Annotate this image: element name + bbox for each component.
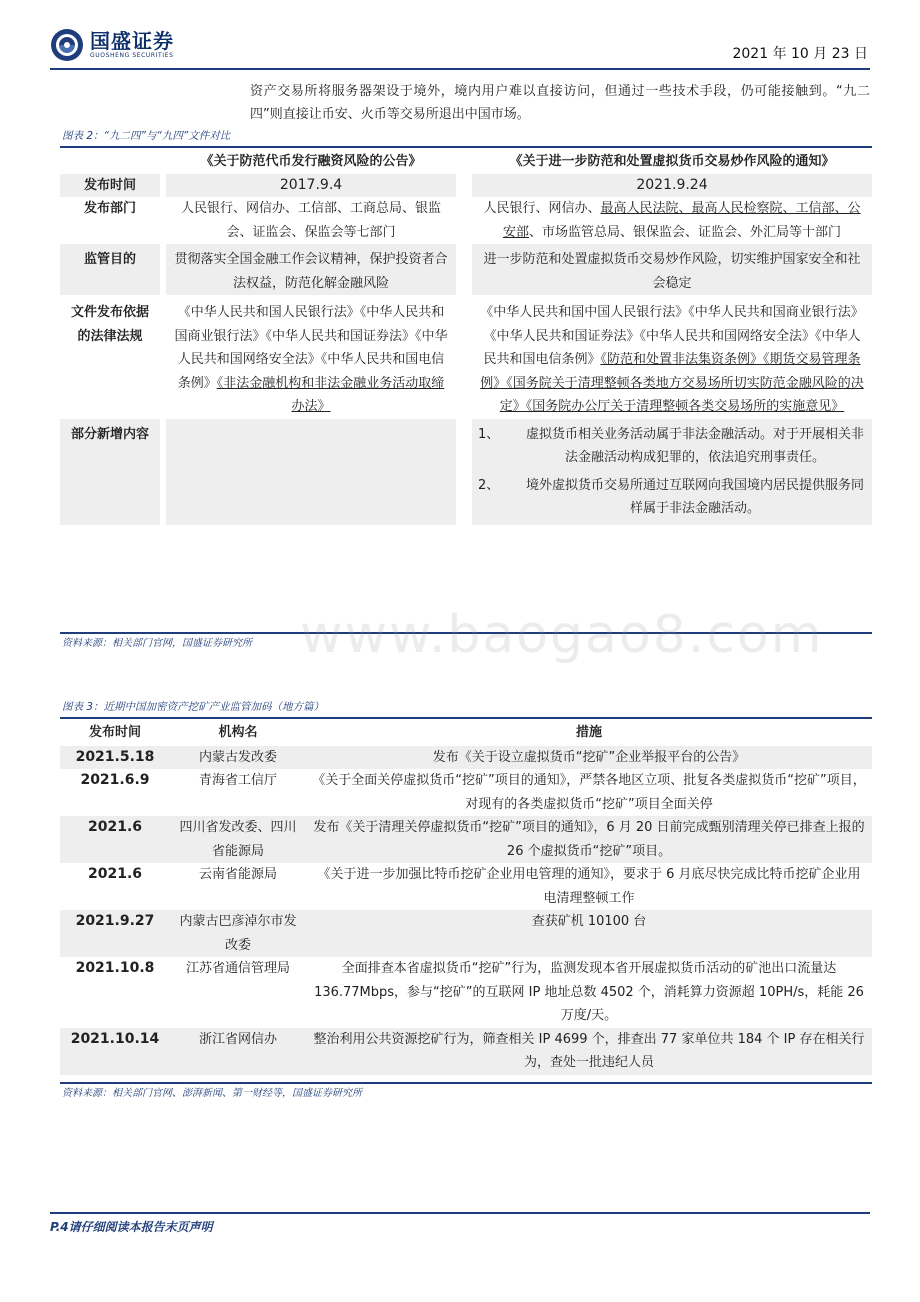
- table-header-row: [60, 721, 872, 746]
- header-date: 发布时间: [60, 721, 170, 746]
- figure2-source: 资料来源：相关部门官网，国盛证券研究所: [62, 638, 252, 649]
- col1-header: 《关于防范代币发行融资风险的公告》: [200, 154, 422, 169]
- row-label-time: 发布时间: [60, 174, 160, 198]
- figure3-source: 资料来源：相关部门官网、澎湃新闻、第一财经等，国盛证券研究所: [62, 1088, 362, 1099]
- figure2-top-rule: [60, 146, 872, 148]
- table-row: 2021.6 四川省发改委、四川省能源局 发布《关于清理关停虚拟货币“挖矿”项目的通知》，6 月 20 日前完成甄别清理关停已排查上报的 26 个虚拟货币“挖矿”项目。: [60, 816, 872, 863]
- watermark: www.baogao8.com: [300, 605, 824, 665]
- law-col1-underlined: 《非法金融机构和非法金融业务活动取缔办法》: [216, 375, 445, 414]
- comparison-table: [60, 150, 872, 525]
- brand-name: 国盛证券: [90, 29, 174, 53]
- brand-name-en: GUOSHENG SECURITIES: [90, 52, 174, 59]
- law-col2: 《中华人民共和国中国人民银行法》《中华人民共和国商业银行法》《中华人民共和国证券法》《中华人民共和国网络安全法》《中华人民共和国电信条例》《防范和处置非法集资条例》《期货交易管理条例》《国务院关于清理整顿各类地方交易场所切实防范金融风险的决定》《国务院办公厅关于清理整顿各类交易场所的实施意见》: [480, 305, 864, 414]
- row-label-new: 部分新增内容: [60, 419, 160, 525]
- table-row: [60, 174, 872, 198]
- table-row: 2021.5.18 内蒙古发改委 发布《关于设立虚拟货币“挖矿”企业举报平台的公告》: [60, 746, 872, 770]
- figure3-title: 图表 3：近期中国加密资产挖矿产业监管加码（地方篇）: [62, 701, 325, 713]
- footer-divider: [50, 1212, 870, 1214]
- report-date: 2021 年 10 月 23 日: [732, 46, 868, 62]
- row-label-law: 文件发布依据的法律法规: [70, 305, 149, 344]
- table-row: [60, 295, 872, 419]
- col2-header: 《关于进一步防范和处置虚拟货币交易炒作风险的通知》: [509, 154, 835, 169]
- dept-col1: 人民银行、网信办、工信部、工商总局、银监会、证监会、保监会等七部门: [180, 201, 441, 240]
- table-row: 2021.10.8 江苏省通信管理局 全面排查本省虚拟货币“挖矿”行为，监测发现本省开展虚拟货币活动的矿池出口流量达 136.77Mbps，参与“挖矿”的互联网 IP 地址总数 4502 个，消耗算力资源超 10PH/s，耗能 26 万度/天。: [75, 960, 864, 1023]
- intro-paragraph: 资产交易所将服务器架设于境外，境内用户难以直接访问，但通过一些技术手段，仍可能接触到。“九二四”则直接让币安、火币等交易所退出中国市场。: [250, 84, 870, 122]
- table-row: 2021.9.27 内蒙古巴彦淖尔市发改委 查获矿机 10100 台: [60, 910, 872, 957]
- brand-logo: [50, 28, 174, 62]
- time-col1: 2017.9.4: [166, 174, 456, 198]
- header-divider: [50, 68, 870, 70]
- dept-col2: 人民银行、网信办、最高人民法院、最高人民检察院、工信部、公安部、市场监管总局、银保监会、证监会、外汇局等十部门: [483, 201, 861, 240]
- law-col1: 《中华人民共和国人民银行法》《中华人民共和国商业银行法》《中华人民共和国证券法》《中华人民共和国网络安全法》《中华人民共和国电信条例》《非法金融机构和非法金融业务活动取缔办法》: [174, 305, 448, 414]
- table-row: 2021.6 云南省能源局 《关于进一步加强比特币挖矿企业用电管理的通知》，要求于 6 月底尽快完成比特币挖矿企业用电清理整顿工作: [87, 866, 861, 906]
- dept-col2-underlined: 最高人民法院、最高人民检察院、工信部、公安部: [502, 201, 861, 240]
- page-header: [0, 0, 920, 75]
- law-col2-underlined: 《防范和处置非法集资条例》《期货交易管理条例》《国务院关于清理整顿各类地方交易场所切实防范金融风险的决定》《国务院办公厅关于清理整顿各类交易场所的实施意见》: [480, 352, 864, 414]
- table-header-row: [60, 150, 872, 174]
- table-row: 2021.10.14 浙江省网信办 整治利用公共资源挖矿行为，筛查相关 IP 4699 个，排查出 77 家单位共 184 个 IP 存在相关行为，查处一批违纪人员: [60, 1028, 872, 1075]
- list-item: 2、 境外虚拟货币交易所通过互联网向我国境内居民提供服务同样属于非法金融活动。: [478, 477, 864, 516]
- page-footer: P.4请仔细阅读本报告末页声明: [50, 1220, 213, 1234]
- table-row: [60, 197, 872, 244]
- purpose-col1: 贯彻落实全国金融工作会议精神，保护投资者合法权益，防范化解金融风险: [166, 244, 456, 295]
- brand-logo-icon: [50, 28, 84, 62]
- mining-regulation-table: [60, 721, 872, 1075]
- table-row: 2021.6.9 青海省工信厅 《关于全面关停虚拟货币“挖矿”项目的通知》，严禁各地区立项、批复各类虚拟货币“挖矿”项目，对现有的各类虚拟货币“挖矿”项目全面关停: [80, 772, 866, 812]
- figure3-top-rule: [60, 717, 872, 719]
- table-row: [60, 244, 872, 295]
- list-item: 1、 虚拟货币相关业务活动属于非法金融活动。对于开展相关非法金融活动构成犯罪的，依法追究刑事责任。: [478, 426, 864, 465]
- purpose-col2: 进一步防范和处置虚拟货币交易炒作风险，切实维护国家安全和社会稳定: [472, 244, 872, 295]
- new-items: [472, 419, 872, 525]
- row-label-purpose: 监管目的: [60, 244, 160, 295]
- figure2-title: 图表 2：“九二四”与“九四”文件对比: [62, 130, 231, 142]
- table-row: [60, 419, 872, 525]
- header-agency: 机构名: [170, 721, 306, 746]
- row-label-dept: 发布部门: [83, 201, 136, 216]
- time-col2: 2021.9.24: [472, 174, 872, 198]
- header-measure: 措施: [306, 721, 872, 746]
